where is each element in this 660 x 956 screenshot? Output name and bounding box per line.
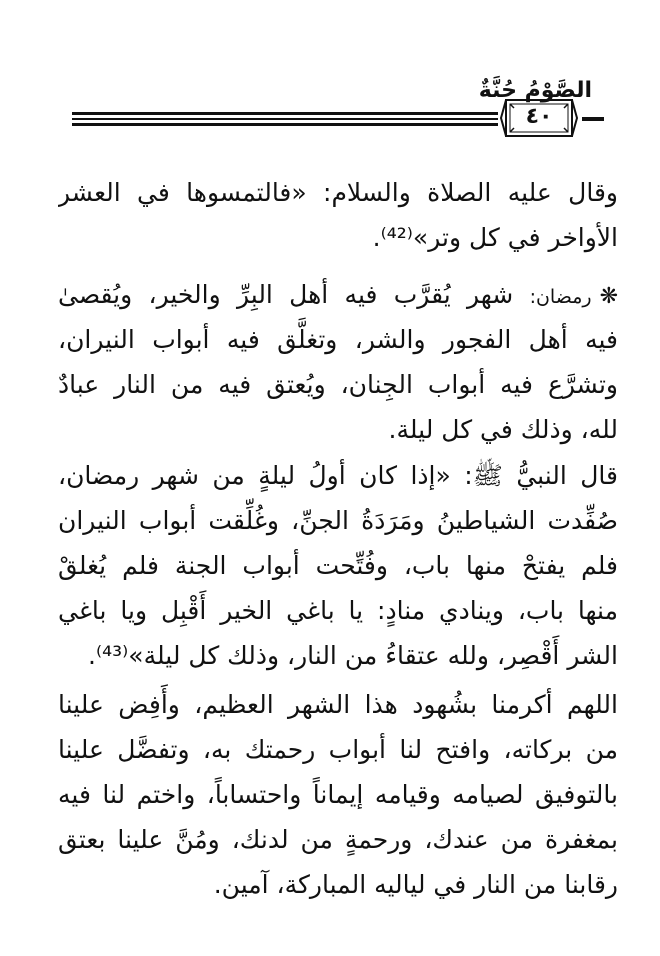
text-line: فيه أهل الفجور والشر، وتغلَّق فيه أبواب النيران، (58, 325, 618, 354)
text-line: منها باب، وينادي منادٍ: يا باغي الخير أَقْبِل ويا باغي (58, 596, 618, 625)
text-line: من بركاته، وافتح لنا أبواب رحمتك به، وتفضَّل علينا (58, 735, 618, 764)
running-title: الصَّوْمُ جُنَّةٌ (478, 78, 592, 103)
text-line: الشر أَقْصِر، ولله عتقاءُ من النار، وذلك كل ليلة»⁽⁴³⁾. (88, 641, 618, 670)
header-rule-right (582, 117, 604, 121)
paragraph-4 (58, 682, 618, 907)
text-line: الأواخر في كل وتر»⁽⁴²⁾. (372, 223, 618, 252)
text-line: رقابنا من النار في لياليه المباركة، آمين. (213, 870, 618, 899)
paragraph-3 (58, 453, 618, 678)
header-rule-left-top (72, 112, 498, 115)
text-line: فلم يفتحْ منها باب، وفُتِّحت أبواب الجنة فلم يُغلقْ (58, 551, 618, 580)
header-rule-left-bottom (72, 123, 498, 126)
text-line-rest: شهر يُقرَّب فيه أهل البِرِّ والخير، ويُقصىٰ (58, 280, 514, 309)
text-line: وقال عليه الصلاة والسلام: «فالتمسوها في العشر (58, 178, 618, 207)
asterism-icon: ❋ (599, 284, 618, 309)
paragraph-2 (58, 272, 618, 452)
lead-term: رمضان: (529, 286, 592, 308)
text-line: بمغفرة من عندك، ورحمةٍ من لدنك، ومُنَّ علينا بعتق (58, 825, 618, 854)
paragraph-1 (58, 170, 618, 260)
header-rule-left-mid (72, 118, 498, 120)
text-line: اللهم أكرمنا بشُهود هذا الشهر العظيم، وأَفِض علينا (58, 690, 618, 719)
text-line: صُفِّدت الشياطينُ ومَرَدَةُ الجنِّ، وغُلِّقت أبواب النيران (58, 506, 618, 535)
text-line: قال النبيُّ ﷺ: «إذا كان أولُ ليلةٍ من شهر رمضان، (58, 461, 618, 490)
text-line: لله، وذلك في كل ليلة. (388, 415, 618, 444)
text-line-with-lead (58, 272, 618, 317)
page-number: ٤٠ (525, 104, 553, 129)
text-line: وتشرَّع فيه أبواب الجِنان، ويُعتق فيه من النار عبادٌ (58, 370, 618, 399)
text-line: بالتوفيق لصيامه وقيامه إيماناً واحتساباً، واختم لنا فيه (58, 780, 618, 809)
page-header (0, 0, 660, 160)
